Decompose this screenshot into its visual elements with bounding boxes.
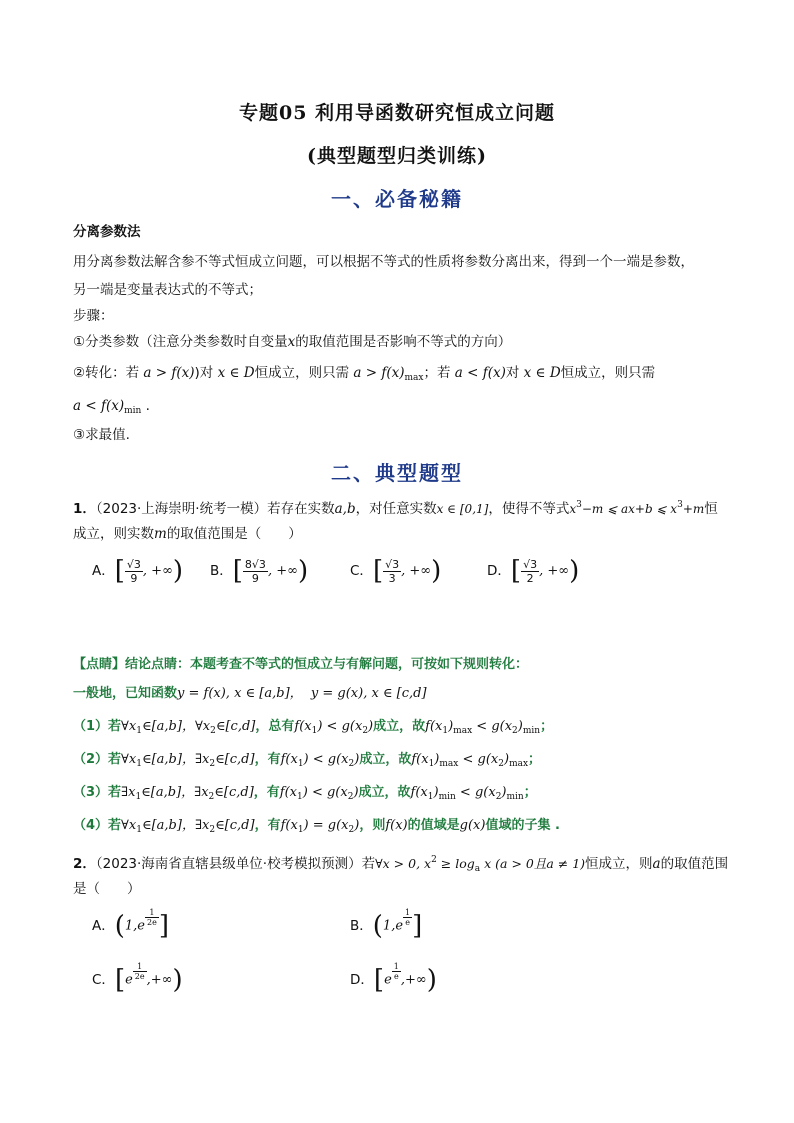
q1-option-b[interactable] <box>210 556 308 586</box>
rule1-math-a: $\forall x_1\in[a,b]$，$\forall x_2\in[c,d]$ <box>121 719 256 736</box>
bracket-right: ) <box>431 556 442 586</box>
bracket-right: ) <box>569 556 580 586</box>
rule1-math-c: $f(x_1)_{max} < g(x_2)_{min}$ <box>425 719 541 736</box>
option-label: A． <box>92 918 115 934</box>
q2-option-d[interactable] <box>350 962 437 995</box>
fraction <box>125 558 143 585</box>
bracket-right: ) <box>172 556 184 586</box>
step-3: ③求最值. <box>73 427 130 443</box>
tip-line2-a: 一般地，已知函数 <box>73 686 178 701</box>
math-functions: y = f(x), x ∈ [a,b]， y = g(x), x ∈ [c,d] <box>177 686 427 701</box>
rule1-mid: ，总有 <box>255 719 295 734</box>
exp-denominator: e <box>405 918 410 927</box>
tip-text: 结论点睛：本题考查不等式的恒成立与有解问题，可按如下规则转化： <box>125 657 529 672</box>
numerator: 8√3 <box>244 557 266 571</box>
option-label: D． <box>487 563 511 579</box>
step2-text-d: ；若 <box>423 365 451 381</box>
fraction <box>383 558 401 585</box>
rule3-label: （3）若 <box>73 785 122 800</box>
numerator: √3 <box>523 557 538 571</box>
rule2-mid: ，有 <box>254 752 281 767</box>
option-tail: , +∞ <box>539 563 570 579</box>
bracket-left: [ <box>373 965 385 995</box>
step2-text-c: 恒成立，则只需 <box>254 365 350 381</box>
q2-text-b: 恒成立，则 <box>585 856 653 872</box>
q1-option-d[interactable] <box>487 556 579 586</box>
bracket-left: [ <box>232 556 243 586</box>
steps-label: 步骤： <box>73 308 114 324</box>
bracket-right: ) <box>297 556 309 586</box>
q2-line-1 <box>73 850 728 879</box>
q2-option-a[interactable] <box>92 908 169 941</box>
q1-source: （2023·上海崇明·统考一模） <box>95 501 268 517</box>
q2-option-c[interactable] <box>92 962 183 995</box>
option-label: B． <box>350 918 373 934</box>
option-tail: , +∞ <box>142 563 173 579</box>
rule2-math-c: $f(x_1)_{max} < g(x_2)_{max}$ <box>411 752 529 769</box>
rule3-math-c: $f(x_1)_{min} < g(x_2)_{min}$ <box>410 785 524 802</box>
option-tail: ,+∞ <box>400 972 427 988</box>
option-base: 1,e <box>124 918 146 934</box>
rule4-math-a: $\forall x_1\in[a,b]$，$\exists x_2\in[c,d]$ <box>121 818 255 835</box>
exp-denominator: 2e <box>147 918 157 927</box>
q2-math-condition: ∀x > 0, $x^2 \ge \log_a x$ (a > 0且a ≠ 1) <box>375 855 586 874</box>
step2-text-e: 对 <box>505 365 520 381</box>
rule4-math-c: f(x) <box>385 818 408 833</box>
math-a-gt-f: a > f(x) <box>143 365 195 381</box>
var-a: a <box>652 856 661 872</box>
step1-text-b: 的取值范围是否影响不等式的方向） <box>295 334 512 350</box>
section-heading-1: 一、必备秘籍 <box>331 187 463 211</box>
tip-line-1 <box>73 655 528 675</box>
option-base: e <box>125 972 133 988</box>
math-a-gt-fmax: $a > f(x)_{max}$ <box>353 365 424 383</box>
tip-rule-3: （3）若$\exists x_1\in[a,b]$，$\exists x_2\in[c,d]$，有$f(x_1) < g(x_2)$成立，故$f(x_1)_{min} < g(x_2)_{min}$； <box>73 785 537 802</box>
math-a-lt-f: a < f(x) <box>454 365 506 381</box>
step-2-cont: $a < f(x)_{min}$ . <box>73 398 150 416</box>
rule2-math-a: $\forall x_1\in[a,b]$，$\exists x_2\in[c,d]$ <box>121 752 255 769</box>
exp-numerator: 1 <box>405 908 411 917</box>
bracket-left: [ <box>372 556 384 586</box>
step1-text-a: ①分类参数（注意分类参数时自变量 <box>73 334 288 350</box>
q1-line-1 <box>73 495 718 519</box>
rule4-math-d: g(x) <box>459 818 486 833</box>
rule4-mid2: ，则 <box>359 818 386 833</box>
option-label: B． <box>210 563 233 579</box>
fraction <box>243 558 268 585</box>
var-x: x <box>287 334 296 350</box>
tip-rule-2: （2）若$\forall x_1\in[a,b]$，$\exists x_2\in[c,d]$，有$f(x_1) < g(x_2)$成立，故$f(x_1)_{max} < g(x_2)_{max}$； <box>73 752 542 769</box>
denominator: 3 <box>388 571 396 585</box>
q2-source: （2023·海南省直辖县级单位·校考模拟预测） <box>95 856 362 872</box>
rule4-mid3: 的值域是 <box>407 818 460 833</box>
math-x-in-D-2: x ∈ D <box>523 365 561 381</box>
section-heading-2: 二、典型题型 <box>331 461 463 485</box>
exponent <box>145 908 159 927</box>
numerator: √3 <box>126 557 141 571</box>
rule1-label: （1）若 <box>73 719 122 734</box>
bracket-right: ] <box>412 911 423 941</box>
intro-line-1: 用分离参数法解含参不等式恒成立问题，可以根据不等式的性质将参数分离出来，得到一个一端是参数， <box>73 254 694 270</box>
exponent <box>133 962 147 981</box>
rule3-mid: ，有 <box>253 785 280 800</box>
option-tail: , +∞ <box>267 563 298 579</box>
rule4-mid: ，有 <box>254 818 281 833</box>
exponent <box>403 908 412 927</box>
rule3-math-a: $\exists x_1\in[a,b]$，$\exists x_2\in[c,d]$ <box>121 785 254 802</box>
denominator: 9 <box>251 571 259 585</box>
rule4-math-b: $f(x_1) = g(x_2)$ <box>280 818 360 835</box>
q1-text-d: 恒 <box>704 501 718 517</box>
option-label: D． <box>350 972 374 988</box>
bracket-right: ] <box>158 911 169 941</box>
exp-numerator: 1 <box>145 908 159 918</box>
bracket-left: [ <box>114 965 126 995</box>
method-title: 分离参数法 <box>73 224 141 240</box>
option-base: 1,e <box>382 918 404 934</box>
step2-text-f: 恒成立，则只需 <box>560 365 656 381</box>
option-label: C． <box>92 972 115 988</box>
rule2-end: 成立，故 <box>359 752 412 767</box>
math-a-lt-fmin: $a < f(x)_{min}$ <box>73 398 142 416</box>
exp-numerator: 1 <box>393 962 399 971</box>
step-2: ②转化：若 a > f(x))对 x ∈ D恒成立，则只需 $a > f(x)_{max}$；若 a < f(x)对 x ∈ D恒成立，则只需 <box>73 365 656 383</box>
rule2-label: （2）若 <box>73 752 122 767</box>
exp-denominator: 2e <box>134 972 145 981</box>
option-base: e <box>384 972 392 988</box>
q1-line2-b: 的取值范围是（ ） <box>166 526 302 542</box>
step2-text-b: 对 <box>199 365 214 381</box>
option-tail: ,+∞ <box>146 972 173 988</box>
bracket-right: ) <box>426 965 437 995</box>
math-x-in-01: x ∈ [0,1] <box>436 502 489 516</box>
q2-text-c: 的取值范围 <box>660 856 729 872</box>
exponent <box>392 962 401 981</box>
bracket-left: ( <box>372 911 383 941</box>
rule2-math-b: $f(x_1) < g(x_2)$ <box>280 752 360 769</box>
option-tail: , +∞ <box>401 563 432 579</box>
step-1 <box>73 332 511 352</box>
option-label: A． <box>92 563 115 579</box>
q2-option-b[interactable] <box>350 908 422 941</box>
q2-line-2: 是（ ） <box>73 881 141 897</box>
q1-option-c[interactable] <box>350 556 441 586</box>
numerator: √3 <box>385 557 400 571</box>
math-m: m <box>154 526 167 542</box>
bracket-left: ( <box>114 911 125 941</box>
q1-line-2 <box>73 524 302 544</box>
tip-rule-4 <box>73 816 560 840</box>
q1-text-a: 若存在实数 <box>267 501 335 517</box>
q1-option-a[interactable] <box>92 556 183 586</box>
bracket-left: [ <box>114 556 125 586</box>
q1-line2-a: 成立，则实数 <box>73 526 154 542</box>
tip-tag: 【点睛】 <box>73 657 126 672</box>
q2-number: 2． <box>73 856 96 872</box>
math-inequality: $x^3-m$ ⩽ ax+b ⩽ $x^3+m$ <box>569 500 705 516</box>
exp-denominator: e <box>393 972 399 981</box>
q1-number: 1． <box>73 501 96 517</box>
page-subtitle: (典型题型归类训练) <box>307 145 487 167</box>
exp-numerator: 1 <box>133 962 147 972</box>
denominator: 2 <box>526 571 534 585</box>
q2-text-a: 若 <box>361 856 376 872</box>
math-ab: a,b <box>334 501 356 517</box>
q1-text-b: ，对任意实数 <box>355 501 437 517</box>
rule1-math-b: $f(x_1) < g(x_2)$ <box>294 719 374 736</box>
fraction <box>521 558 539 585</box>
q1-text-c: ，使得不等式 <box>488 501 570 517</box>
intro-line-2: 另一端是变量表达式的不等式； <box>73 282 262 298</box>
bracket-right: ) <box>172 965 183 995</box>
step2-text-a: ②转化：若 <box>73 365 140 381</box>
bracket-left: [ <box>510 556 522 586</box>
tip-line-2 <box>73 684 427 704</box>
rule3-math-b: $f(x_1) < g(x_2)$ <box>279 785 359 802</box>
rule4-end: 值域的子集 . <box>485 818 560 833</box>
denominator: 9 <box>130 571 138 585</box>
tip-rule-1: （1）若$\forall x_1\in[a,b]$，$\forall x_2\in[c,d]$，总有$f(x_1) < g(x_2)$成立，故$f(x_1)_{max} < g(x_2)_{min}$； <box>73 719 554 736</box>
page-title: 专题05 利用导函数研究恒成立问题 <box>238 102 556 124</box>
rule3-end: 成立，故 <box>358 785 411 800</box>
rule4-label: （4）若 <box>73 818 122 833</box>
option-label: C． <box>350 563 373 579</box>
math-x-in-D: x ∈ D <box>217 365 255 381</box>
rule1-end: 成立，故 <box>373 719 426 734</box>
